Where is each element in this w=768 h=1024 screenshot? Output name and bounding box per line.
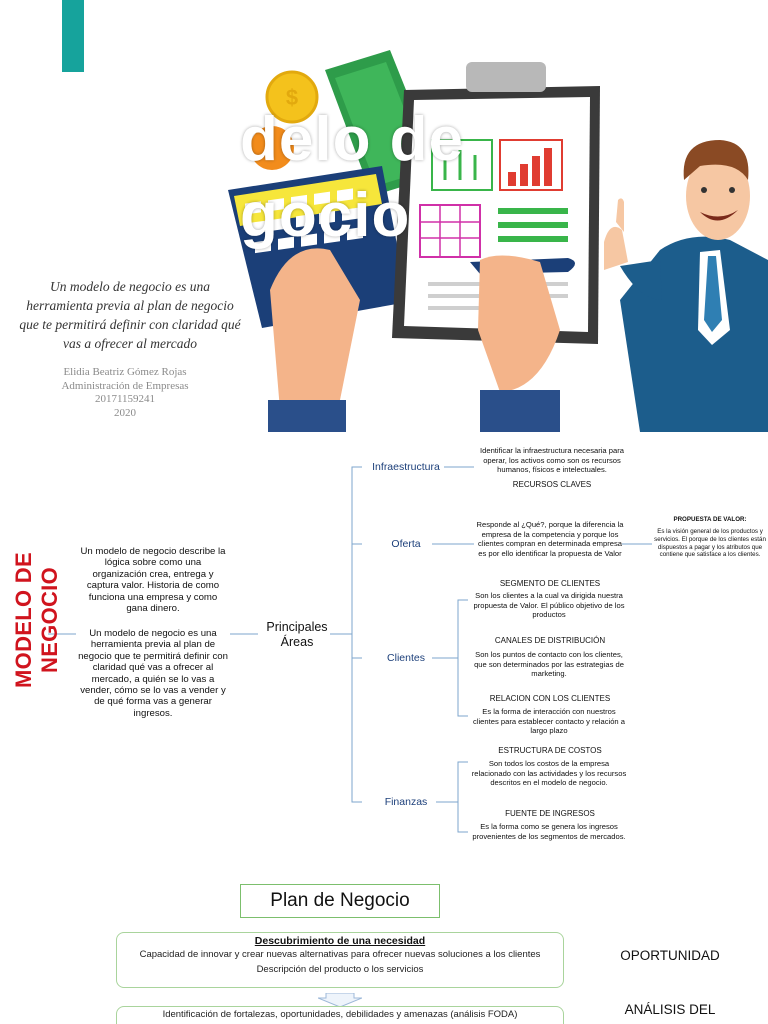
cover-title <box>240 102 600 254</box>
analysis-box <box>116 1006 564 1024</box>
canales-heading: CANALES DE DISTRIBUCIÓN <box>494 636 606 645</box>
need-line: Capacidad de innovar y crear nuevas alternativas para ofrecer nuevas soluciones a los clientes <box>139 949 541 960</box>
author-program: Administración de Empresas <box>61 379 189 392</box>
author-name: Elidia Beatriz Gómez Rojas <box>63 366 187 378</box>
author-year: 2020 <box>114 406 136 419</box>
valor-heading: PROPUESTA DE VALOR: <box>673 516 747 523</box>
category-infraestructura: Infraestructura <box>372 461 440 473</box>
svg-text:$: $ <box>285 85 299 110</box>
canales-text: Son los puntos de contacto con los clientes, que son determinados por las estrategias de marketing. <box>474 650 624 679</box>
segmento-text: Son los clientes a la cual va dirigida nuestra propuesta de Valor. El público objetivo de los productos <box>473 591 625 620</box>
analysis-line: Identificación de fortalezas, oportunidades, debilidades y amenazas (análisis FODA) <box>162 1009 518 1020</box>
segmento-heading: SEGMENTO DE CLIENTES <box>499 579 601 588</box>
areas-label: Principales Áreas <box>266 620 328 649</box>
costos-text: Son todos los costos de la empresa relacionado con las actividades y los recursos descritos en el modelo de negocio. <box>471 759 627 788</box>
intro-text: Un modelo de negocio es una herramienta previa al plan de negocio que te permitirá definir con claridad qué vas a ofrecer al mercado <box>19 279 241 351</box>
category-clientes: Clientes <box>387 652 425 664</box>
infra-heading: RECURSOS CLAVES <box>512 480 592 489</box>
need-line: Descripción del producto o los servicios <box>256 964 424 975</box>
ingresos-text: Es la forma como se genera los ingresos provenientes de los segmentos de mercados. <box>472 822 626 841</box>
ingresos-heading: FUENTE DE INGRESOS <box>505 809 595 818</box>
category-finanzas: Finanzas <box>384 796 428 808</box>
title-line: delo de <box>240 105 465 174</box>
down-arrow-icon <box>318 993 362 1007</box>
oferta-text: Responde al ¿Qué?, porque la diferencia la empresa de la competencia y porque los clientes compran en determinada empresa es por ello identificar la propuesta de Valor <box>476 520 624 558</box>
plan-title: Plan de Negocio <box>240 884 440 918</box>
side-title: MODELO DE NEGOCIO <box>11 552 62 688</box>
infra-text: Identificar la infraestructura necesaria para operar, los activos como son os recursos humanos, físicos e intelectuales. <box>480 446 624 475</box>
cover-slide <box>0 0 768 432</box>
definition-text: Un modelo de negocio es una herramienta previa al plan de negocio que te permitirá definir con claridad qué vas a ofrecer al mercado, a quién se lo vas a vender, cómo se lo vas a vender y de qué forma vas a generar ingresos. <box>78 628 228 719</box>
business-plan-slide <box>0 872 768 1024</box>
relacion-heading: RELACION CON LOS CLIENTES <box>489 694 611 703</box>
category-oferta: Oferta <box>391 538 421 550</box>
title-line: gocio <box>240 181 411 250</box>
concept-map-slide <box>0 432 768 872</box>
need-box <box>116 932 564 988</box>
costos-heading: ESTRUCTURA DE COSTOS <box>498 746 602 755</box>
author-id: 20171159241 <box>94 393 156 405</box>
oportunidad-label: OPORTUNIDAD <box>620 948 720 963</box>
valor-text: Es la visión general de los productos y servicios. El porque de los clientes están dispuestos a pagar y los atributos que contiene que satisface a los clientes. <box>654 528 766 559</box>
analisis-label: ANÁLISIS DEL <box>624 1002 716 1017</box>
definition-text: Un modelo de negocio describe la lógica sobre como una organización crea, entrega y captura valor. Historia de como funciona una empresa y como gana dinero. <box>80 546 226 615</box>
author-block <box>40 366 210 420</box>
relacion-text: Es la forma de interacción con nuestros clientes para establecer contacto y relación a largo plazo <box>473 707 625 736</box>
businessman-icon <box>604 140 768 432</box>
need-heading: Descubrimiento de una necesidad <box>254 935 426 947</box>
